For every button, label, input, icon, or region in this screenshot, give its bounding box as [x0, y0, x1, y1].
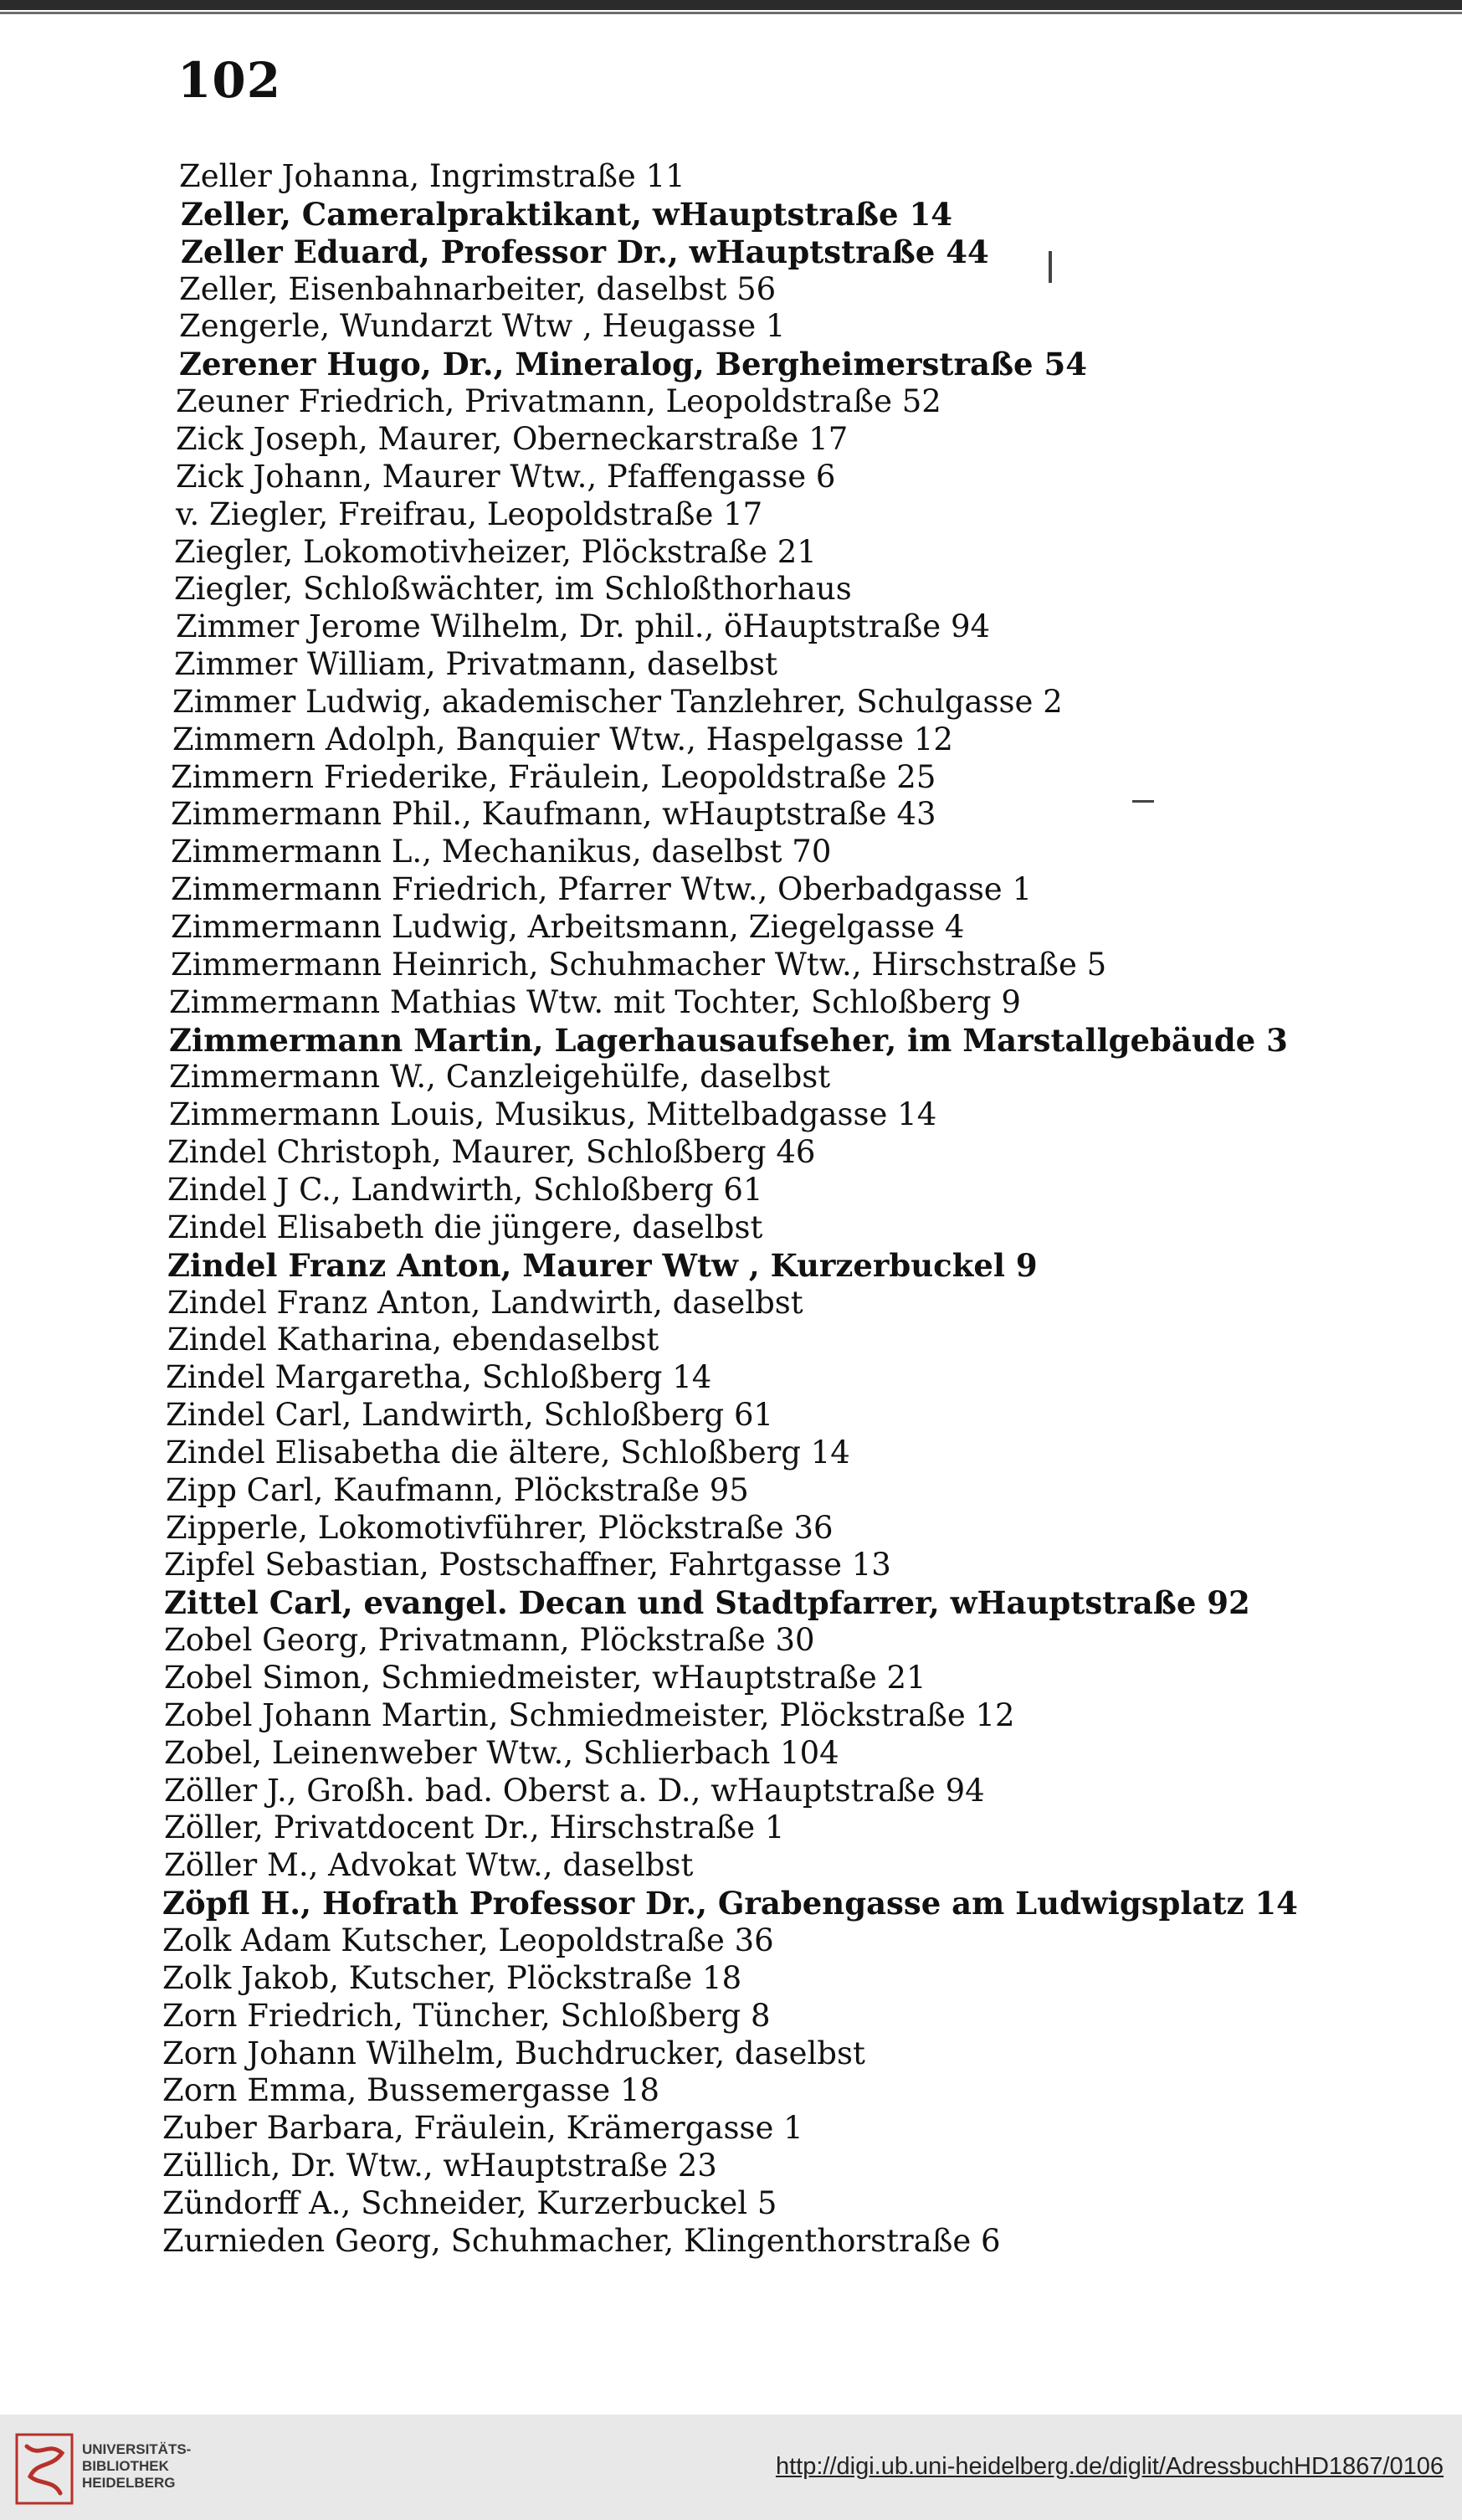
directory-entry: Zindel Franz Anton, Landwirth, daselbst [167, 1285, 803, 1321]
directory-entry: Zimmermann Martin, Lagerhausaufseher, im Marstallgebäude 3 [169, 1022, 1288, 1059]
directory-entry: Zipperle, Lokomotivführer, Plöckstraße 36 [166, 1510, 834, 1546]
directory-entry: Zimmer Ludwig, akademischer Tanzlehrer, Schulgasse 2 [172, 684, 1063, 720]
directory-entry: Zöller, Privatdocent Dr., Hirschstraße 1 [164, 1809, 785, 1845]
university-library-logo-icon [15, 2433, 74, 2505]
directory-entry: Zobel Johann Martin, Schmiedmeister, Plöckstraße 12 [164, 1697, 1015, 1733]
directory-entry: Zorn Johann Wilhelm, Buchdrucker, daselbst [162, 2035, 865, 2071]
directory-entry: Ziegler, Schloßwächter, im Schloßthorhaus [174, 571, 852, 607]
directory-entry: Zittel Carl, evangel. Decan und Stadtpfarrer, wHauptstraße 92 [164, 1584, 1250, 1621]
directory-entry: Zöpfl H., Hofrath Professor Dr., Grabengasse am Ludwigsplatz 14 [162, 1885, 1298, 1922]
directory-entry: Zurnieden Georg, Schuhmacher, Klingenthorstraße 6 [162, 2223, 1001, 2259]
directory-entry: Zindel Christoph, Maurer, Schloßberg 46 [167, 1134, 816, 1170]
directory-entry: Zimmermann Friedrich, Pfarrer Wtw., Oberbadgasse 1 [171, 871, 1033, 907]
directory-entry: Zeller Johanna, Ingrimstraße 11 [179, 158, 685, 194]
directory-entry: Zindel Katharina, ebendaselbst [167, 1322, 659, 1358]
directory-entry: Zindel J C., Landwirth, Schloßberg 61 [167, 1172, 763, 1208]
digitization-footer [0, 2415, 1462, 2520]
directory-entry: Zimmern Friederike, Fräulein, Leopoldstraße 25 [171, 759, 936, 795]
directory-entry: Zeuner Friedrich, Privatmann, Leopoldstraße 52 [176, 383, 941, 419]
directory-entry: Zimmermann Mathias Wtw. mit Tochter, Schloßberg 9 [169, 984, 1021, 1020]
directory-entry: v. Ziegler, Freifrau, Leopoldstraße 17 [176, 496, 763, 532]
directory-entry: Zindel Elisabetha die ältere, Schloßberg 14 [166, 1435, 850, 1470]
directory-entry: Zorn Friedrich, Tüncher, Schloßberg 8 [162, 1998, 771, 2034]
directory-entry: Zipfel Sebastian, Postschaffner, Fahrtgasse 13 [164, 1547, 891, 1583]
directory-entry: Zimmermann W., Canzleigehülfe, daselbst [169, 1059, 831, 1095]
directory-entry: Zobel Simon, Schmiedmeister, wHauptstraße 21 [164, 1660, 926, 1696]
directory-entry: Zick Joseph, Maurer, Oberneckarstraße 17 [176, 421, 849, 457]
directory-entry: Zindel Elisabeth die jüngere, daselbst [167, 1209, 763, 1245]
library-name-line: BIBLIOTHEK [82, 2458, 169, 2474]
directory-entry: Zündorff A., Schneider, Kurzerbuckel 5 [162, 2185, 777, 2221]
directory-entry: Zengerle, Wundarzt Wtw , Heugasse 1 [179, 308, 786, 344]
directory-entry: Zolk Adam Kutscher, Leopoldstraße 36 [162, 1922, 774, 1958]
directory-entry: Zimmern Adolph, Banquier Wtw., Haspelgasse 12 [172, 721, 953, 757]
directory-entry: Zimmermann L., Mechanikus, daselbst 70 [171, 834, 832, 870]
directory-entry: Zeller Eduard, Professor Dr., wHauptstraße 44 [181, 234, 989, 270]
directory-entry: Zick Johann, Maurer Wtw., Pfaffengasse 6 [176, 459, 836, 495]
directory-entry: Zorn Emma, Bussemergasse 18 [162, 2072, 660, 2108]
directory-entry: Zöller J., Großh. bad. Oberst a. D., wHauptstraße 94 [164, 1773, 985, 1809]
directory-entry: Züllich, Dr. Wtw., wHauptstraße 23 [162, 2148, 717, 2184]
library-name-line: HEIDELBERG [82, 2475, 176, 2491]
directory-entry: Zindel Franz Anton, Maurer Wtw , Kurzerbuckel 9 [167, 1247, 1038, 1284]
scan-top-edge [0, 0, 1462, 10]
library-name [82, 2441, 191, 2492]
library-name-line: UNIVERSITÄTS- [82, 2441, 192, 2457]
directory-entry: Zeller, Cameralpraktikant, wHauptstraße 14 [181, 196, 952, 233]
directory-entry: Zeller, Eisenbahnarbeiter, daselbst 56 [179, 271, 777, 307]
directory-entry: Zipp Carl, Kaufmann, Plöckstraße 95 [166, 1472, 749, 1508]
directory-entry: Zerener Hugo, Dr., Mineralog, Bergheimerstraße 54 [179, 346, 1087, 382]
directory-entry: Zöller M., Advokat Wtw., daselbst [164, 1847, 694, 1883]
directory-entry: Zuber Barbara, Fräulein, Krämergasse 1 [162, 2110, 803, 2146]
directory-entry: Zimmermann Louis, Musikus, Mittelbadgasse 14 [169, 1096, 937, 1132]
scan-top-edge-shadow [0, 12, 1462, 14]
directory-entry: Ziegler, Lokomotivheizer, Plöckstraße 21 [174, 534, 817, 570]
directory-entry: Zolk Jakob, Kutscher, Plöckstraße 18 [162, 1960, 742, 1996]
margin-mark [1049, 251, 1052, 283]
directory-entry: Zobel, Leinenweber Wtw., Schlierbach 104 [164, 1735, 839, 1771]
directory-entry: Zimmermann Heinrich, Schuhmacher Wtw., Hirschstraße 5 [171, 947, 1107, 983]
directory-entry: Zimmer Jerome Wilhelm, Dr. phil., öHauptstraße 94 [176, 608, 991, 644]
directory-entry: Zindel Carl, Landwirth, Schloßberg 61 [166, 1397, 774, 1433]
directory-entry: Zimmermann Ludwig, Arbeitsmann, Ziegelgasse 4 [171, 909, 965, 945]
permalink-url[interactable]: http://digi.ub.uni-heidelberg.de/diglit/AdressbuchHD1867/0106 [775, 2453, 1444, 2480]
directory-entry: Zimmer William, Privatmann, daselbst [174, 646, 778, 682]
directory-entry: Zindel Margaretha, Schloßberg 14 [166, 1359, 712, 1395]
directory-entry: Zobel Georg, Privatmann, Plöckstraße 30 [164, 1622, 815, 1658]
directory-entry: Zimmermann Phil., Kaufmann, wHauptstraße 43 [171, 796, 936, 832]
margin-mark [1132, 800, 1154, 803]
page-number: 102 [177, 52, 282, 109]
